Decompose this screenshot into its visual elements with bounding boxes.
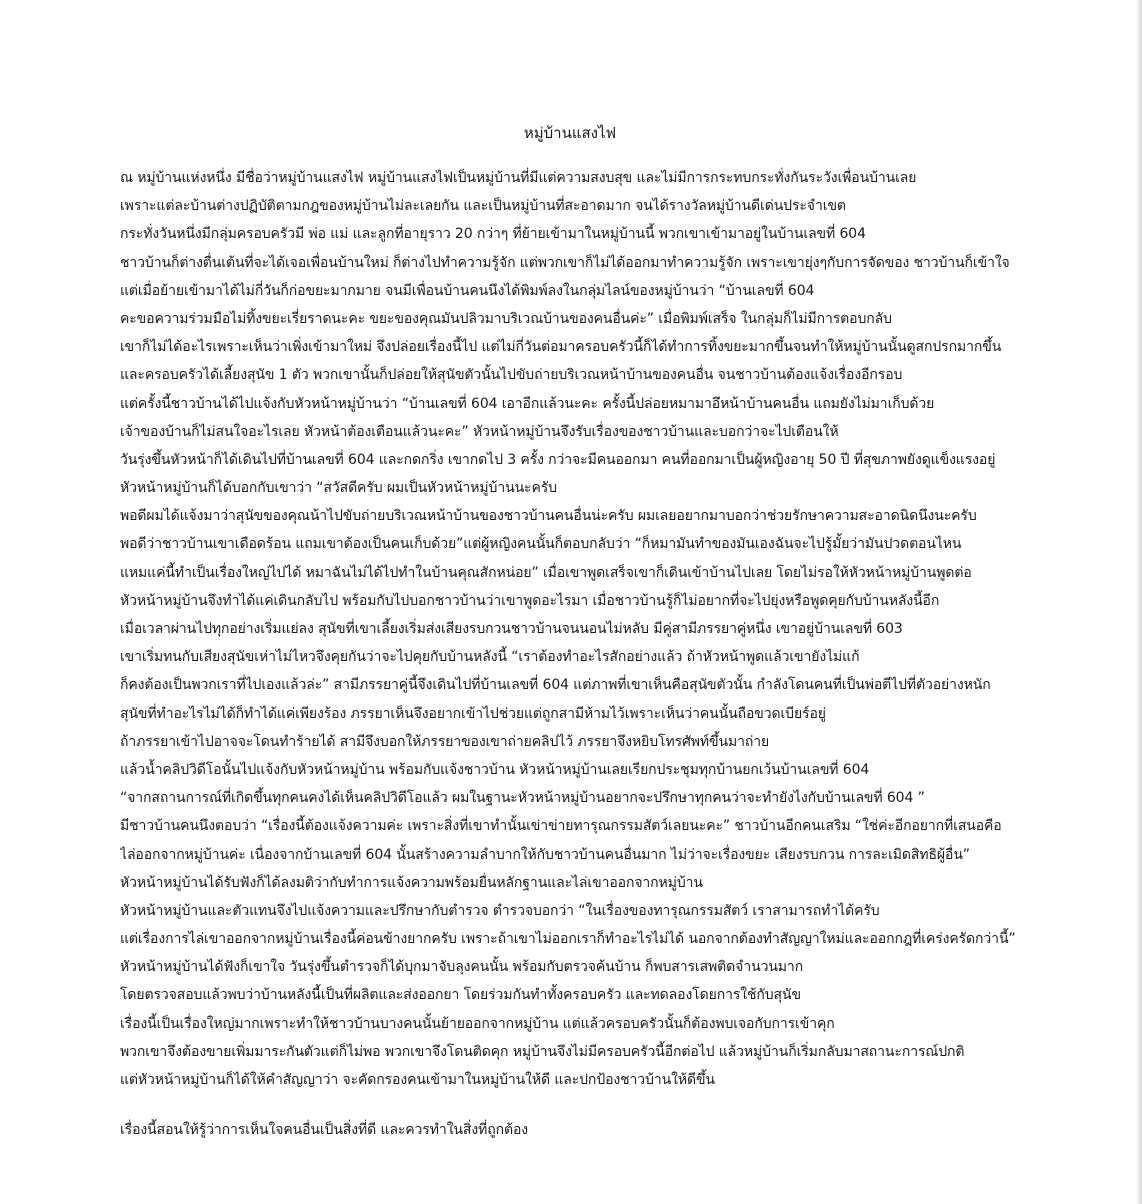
story-line: ไล่ออกจากหมู่บ้านค่ะ เนื่องจากบ้านเลขที่ 604 นั้นสร้างความลำบากให้กับชาวบ้านคนอื่นมาก ไม่ว่าจะเรื่องขยะ เสียงรบกวน การละเมิดสิทธิผู้อื่น” [120,846,970,863]
paragraph-gap [120,1094,1020,1116]
story-paragraph [120,164,1020,1094]
story-line: หัวหน้าหมู่บ้านและตัวแทนจึงไปแจ้งความและปรึกษากับตำรวจ ตำรวจบอกว่า “ในเรื่องของทารุณกรรมสัตว์ เราสามารถทำได้ครับ [120,902,880,919]
story-line: แต่เมื่อย้ายเข้ามาได้ไม่กี่วันก็ก่อขยะมากมาย จนมีเพื่อนบ้านคนนึงได้พิมพ์ลงในกลุ่มไลน์ของหมู่บ้านว่า “บ้านเลขที่ 604 [120,282,815,299]
story-line: พอดีผมได้แจ้งมาว่าสุนัขของคุณน้าไปขับถ่ายบริเวณหน้าบ้านของชาวบ้านคนอื่นน่ะครับ ผมเลยอยากมาบอกว่าช่วยรักษาความสะอาดนิดนึงนะครับ [120,508,977,525]
story-line: ก็คงต้องเป็นพวกเราที่ไปเองแล้วล่ะ” สามีภรรยาคู่นี้จึงเดินไปที่บ้านเลขที่ 604 แต่ภาพที่เขาเห็นคือสุนัขตัวนั้น กำลังโดนคนที่เป็นพ่อตีไปที่ตัวอย่างหนัก [120,677,991,694]
document-title: หมู่บ้านแสงไฟ [523,124,617,142]
story-line: เมื่อเวลาผ่านไปทุกอย่างเริ่มแย่ลง สุนัขที่เขาเลี้ยงเริ่มส่งเสียงรบกวนชาวบ้านจนนอนไม่หลับ มีคู่สามีภรรยาคู่หนึ่ง เขาอยู่บ้านเลขที่ 603 [120,621,903,637]
document-body [120,122,1020,1144]
story-line: “จากสถานการณ์ที่เกิดขึ้นทุกคนคงได้เห็นคลิปวิดีโอแล้ว ผมในฐานะหัวหน้าหมู่บ้านอยากจะปรึกษาทุกคนว่าจะทำยังไงกับบ้านเลขที่ 604 ” [120,790,925,807]
story-line: เรื่องนี้เป็นเรื่องใหญ่มากเพราะทำให้ชาวบ้านบางคนนั้นย้ายออกจากหมู่บ้าน แต่แล้วครอบครัวนั้นก็ต้องพบเจอกับการเข้าคุก [120,1015,835,1032]
story-line: เพราะแต่ละบ้านต่างปฏิบัติตามกฎของหมู่บ้านไม่ละเลยกัน และเป็นหมู่บ้านที่สะอาดมาก จนได้รางวัลหมู่บ้านดีเด่นประจำเขต [120,198,846,215]
moral-line: เรื่องนี้สอนให้รู้ว่าการเห็นใจคนอื่นเป็นสิ่งที่ดี และควรทำในสิ่งที่ถูกต้อง [120,1122,529,1139]
story-line: เขาเริ่มทนกับเสียงสุนัขเห่าไม่ไหวจึงคุยกันว่าจะไปคุยกับบ้านหลังนี้ “เราต้องทำอะไรสักอย่างแล้ว ถ้าหัวหน้าพูดแล้วเขายังไม่แก้ [120,649,860,666]
story-line: พอดีว่าชาวบ้านเขาเดือดร้อน แถมเขาต้องเป็นคนเก็บด้วย”แต่ผู้หญิงคนนั้นก็ตอบกลับว่า “ก็หมามันทำของมันเองฉันจะไปรู้มั้ยว่ามันปวดตอนไหน [120,536,962,553]
story-line: ณ หมู่บ้านแห่งหนึ่ง มีชื่อว่าหมู่บ้านแสงไฟ หมู่บ้านแสงไฟเป็นหมู่บ้านที่มีแต่ความสงบสุข และไม่มีการกระทบกระทั่งกันระวังเพื่อนบ้านเลย [120,170,917,186]
story-line: สุนัขที่ทำอะไรไม่ได้ก็ทำได้แค่เพียงร้อง ภรรยาเห็นจึงอยากเข้าไปช่วยแต่ถูกสามีห้ามไว้เพราะเห็นว่าคนนั้นถือขวดเบียร์อยู่ [120,705,826,722]
story-line: คะขอความร่วมมือไม่ทิ้งขยะเรี่ยราดนะคะ ขยะของคุณมันปลิวมาบริเวณบ้านของคนอื่นค่ะ” เมื่อพิมพ์เสร็จ ในกลุ่มก็ไม่มีการตอบกลับ [120,310,892,327]
story-line: หัวหน้าหมู่บ้านจึงทำได้แค่เดินกลับไป พร้อมกับไปบอกชาวบ้านว่าเขาพูดอะไรมา เมื่อชาวบ้านรู้ก็ไม่อยากที่จะไปยุ่งหรือพูดคุยกับบ้านหลังนี้อีก [120,592,940,609]
story-line: เขาก็ไม่ได้อะไรเพราะเห็นว่าเพิ่งเข้ามาใหม่ จึงปล่อยเรื่องนี้ไป แต่ไม่กี่วันต่อมาครอบครัวนี้ก็ได้ทำการทิ้งขยะมากขึ้นจนทำให้หมู่บ้านนั้นดูสกปรกมากขึ้น [120,339,1002,356]
story-line: แหมแค่นี้ทำเป็นเรื่องใหญ่ไปได้ หมาฉันไม่ได้ไปทำในบ้านคุณสักหน่อย” เมื่อเขาพูดเสร็จเขาก็เดินเข้าบ้านไปเลย โดยไม่รอให้หัวหน้าหมู่บ้านพูดต่อ [120,564,972,581]
story-line: หัวหน้าหมู่บ้านได้รับฟังก็ได้ลงมติว่ากับทำการแจ้งความพร้อมยื่นหลักฐานและไล่เขาออกจากหมู่บ้าน [120,874,703,891]
page-edge-shadow [1136,0,1142,1204]
story-line: เจ้าของบ้านก็ไม่สนใจอะไรเลย หัวหน้าต้องเตือนแล้วนะคะ” หัวหน้าหมู่บ้านจึงรับเรื่องของชาวบ้านและบอกว่าจะไปเตือนให้ [120,423,839,440]
story-line: แต่เรื่องการไล่เขาออกจากหมู่บ้านเรื่องนี้ค่อนข้างยากครับ เพราะถ้าเขาไม่ออกเราก็ทำอะไรไม่ได้ นอกจากต้องทำสัญญาใหม่และออกกฎที่เคร่งครัดกว่านี้” [120,931,1016,948]
story-line: แล้วน้ำคลิปวิดีโอนั้นไปแจ้งกับหัวหน้าหมู่บ้าน พร้อมกับแจ้งชาวบ้าน หัวหน้าหมู่บ้านเลยเรียกประชุมทุกบ้านยกเว้นบ้านเลขที่ 604 [120,761,870,778]
story-line: แต่หัวหน้าหมู่บ้านก็ได้ให้คำสัญญาว่า จะคัดกรองคนเข้ามาในหมู่บ้านให้ดี และปกป้องชาวบ้านให้ดีขึ้น [120,1072,715,1088]
story-line: หัวหน้าหมู่บ้านก็ได้บอกกับเขาว่า “สวัสดีครับ ผมเป็นหัวหน้าหมู่บ้านนะครับ [120,480,557,497]
story-line: แต่ครั้งนี้ชาวบ้านได้ไปแจ้งกับหัวหน้าหมู่บ้านว่า “บ้านเลขที่ 604 เอาอีกแล้วนะคะ ครั้งนี้ปล่อยหมามาอึหน้าบ้านคนอื่น แถมยังไม่มาเก็บด้วย [120,395,935,412]
story-line: ชาวบ้านก็ต่างตื่นเต้นที่จะได้เจอเพื่อนบ้านใหม่ ก็ต่างไปทำความรู้จัก แต่พวกเขาก็ไม่ได้ออกมาทำความรู้จัก เพราะเขายุ่งๆกับการจัดของ ชาวบ้านก็เข้าใจ [120,254,1010,271]
story-line: ถ้าภรรยาเข้าไปอาจจะโดนทำร้ายได้ สามีจึงบอกให้ภรรยาของเขาถ่ายคลิปไว้ ภรรยาจึงหยิบโทรศัพท์ขึ้นมาถ่าย [120,733,770,750]
story-line: มีชาวบ้านคนนึงตอบว่า “เรื่องนี้ต้องแจ้งความค่ะ เพราะสิ่งที่เขาทำนั้นเข่าข่ายทารุณกรรมสัตว์เลยนะคะ” ชาวบ้านอีกคนเสริม “ใช่ค่ะอีกอยากที่เสนอคือ [120,818,1002,835]
story-line: พวกเขาจึงต้องขายเพิ่มมาระกันตัวแต่ก็ไม่พอ พวกเขาจึงโดนติดคุก หมู่บ้านจึงไม่มีครอบครัวนี้อีกต่อไป แล้วหมู่บ้านก็เริ่มกลับมาสถานะการณ์ปกติ [120,1043,965,1060]
story-line: กระทั่งวันหนึ่งมีกลุ่มครอบครัวมี พ่อ แม่ และลูกที่อายุราว 20 กว่าๆ ที่ย้ายเข้ามาในหมู่บ้านนี้ พวกเขาเข้ามาอยู่ในบ้านเลขที่ 604 [120,226,866,243]
story-line: หัวหน้าหมู่บ้านได้ฟังก็เขาใจ วันรุ่งขึ้นตำรวจก็ได้บุกมาจับลุงคนนั้น พร้อมกับตรวจค้นบ้าน ก็พบสารเสพติดจำนวนมาก [120,959,804,976]
story-line: วันรุ่งขึ้นหัวหน้าก็ได้เดินไปที่บ้านเลขที่ 604 และกดกริ่ง เขากดไป 3 ครั้ง กว่าจะมีคนออกมา คนที่ออกมาเป็นผู้หญิงอายุ 50 ปี ที่สุขภาพยังดูแข็งแรงอยู่ [120,451,996,468]
story-line: และครอบครัวได้เลี้ยงสุนัข 1 ตัว พวกเขานั้นก็ปล่อยให้สุนัขตัวนั้นไปขับถ่ายบริเวณหน้าบ้านของคนอื่น จนชาวบ้านต้องแจ้งเรื่องอีกรอบ [120,367,903,384]
story-line: โดยตรวจสอบแล้วพบว่าบ้านหลังนี้เป็นที่ผลิตและส่งออกยา โดยร่วมกันทำทั้งครอบครัว และทดลองโดยการใช้กับสุนัข [120,987,801,1004]
